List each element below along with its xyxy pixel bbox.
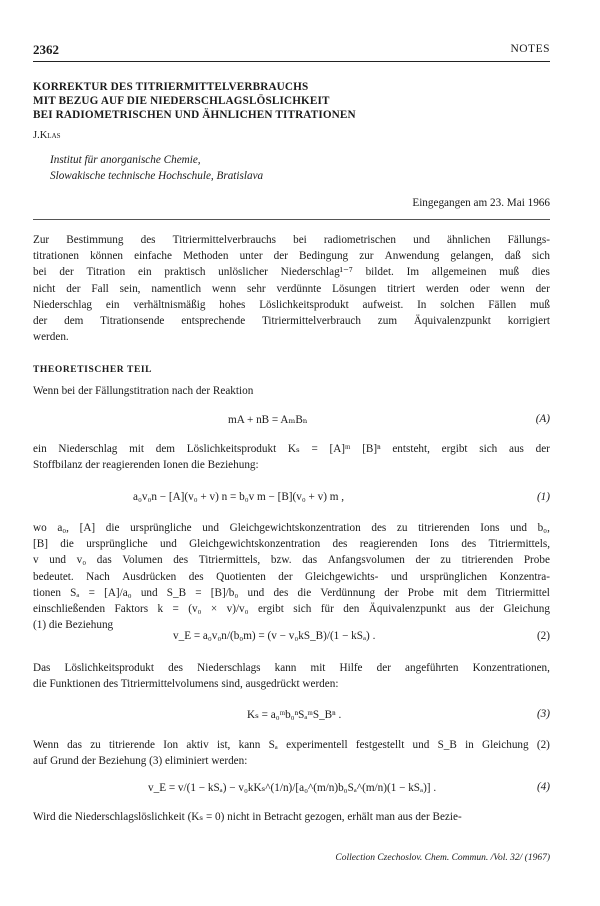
- paragraph-1: [33, 383, 550, 399]
- paragraph-4: [33, 660, 550, 692]
- title-line-2: MIT BEZUG AUF DIE NIEDERSCHLAGSLÖSLICHKEIT: [33, 95, 330, 107]
- paragraph-line: Wenn das zu titrierende Ion aktiv ist, kann Sₐ experimentell festgestellt und S_B in Gleichung (2): [33, 739, 550, 751]
- equation-4-body: v_E = v/(1 − kSₐ) − v₀kKₛ^(1/n)/[a₀^(m/n)b₀Sₐ^(m/n)(1 − kSₐ)] .: [148, 782, 437, 794]
- paragraph-line: Stoffbilanz der reagierenden Ionen die Beziehung:: [33, 459, 259, 472]
- intro-line: bei der Titration ein praktisch unlöslicher Niederschlag¹⁻⁷ bildet. Im allgemeinen muß dies: [33, 266, 550, 279]
- article-title: [33, 80, 550, 122]
- paragraph-2: [33, 441, 550, 473]
- paragraph-line: einschließenden Faktors k = (v₀ × v)/v₀ ergibt sich für den Äquivalenzpunkt aus der Gleichung: [33, 603, 550, 616]
- affiliation-line-2: Slowakische technische Hochschule, Bratislava: [50, 170, 264, 182]
- equation-A-body: mA + nB = AₘBₙ: [228, 414, 308, 426]
- paragraph-line: tionen Sₐ = [A]/a₀ und S_B = [B]/b₀ und des die Verdünnung der Probe mit dem Titriermittel: [33, 586, 550, 599]
- affiliation: [50, 152, 263, 184]
- paragraph-line: Wenn bei der Fällungstitration nach der Reaktion: [33, 385, 254, 397]
- journal-footer: Collection Czechoslov. Chem. Commun. /Vol. 32/ (1967): [335, 853, 550, 863]
- intro-line: Zur Bestimmung des Titriermittelverbrauchs bei radiometrischen und ähnlichen Fällungs-: [33, 234, 550, 246]
- title-line-1: KORREKTUR DES TITRIERMITTELVERBRAUCHS: [33, 81, 309, 93]
- author: [33, 130, 61, 141]
- paragraph-line: bedeutet. Nach Ausdrücken des Quotienten der Gleichgewichts- und ursprünglichen Konzentra-: [33, 570, 550, 583]
- received-date: Eingegangen am 23. Mai 1966: [412, 197, 550, 209]
- intro-line: nicht der Fall sein, namentlich wenn sehr verdünnte Lösungen titriert werden oder wenn der: [33, 282, 550, 295]
- paragraph-line: die Funktionen des Titriermittelvolumens sind, ausgedrückt werden:: [33, 678, 339, 691]
- paragraph-line: v und v₀ das Volumen des Titriermittels, bzw. das Anfangsvolumen der zu titrierenden Probe: [33, 554, 550, 567]
- equation-2-body: v_E = a₀v₀n/(b₀m) = (v − v₀kS_B)/(1 − kSₐ) .: [173, 630, 376, 642]
- page-header: [33, 40, 550, 62]
- equation-A-label: (A): [535, 413, 550, 425]
- intro-line: werden.: [33, 331, 69, 344]
- intro-line: titrationen können einfache Methoden unter der Bedingung zur Anwendung gelangen, daß sich: [33, 250, 550, 263]
- paragraph-line: ein Niederschlag mit dem Löslichkeitsprodukt Kₛ = [A]ᵐ [B]ⁿ entsteht, ergibt sich aus der: [33, 443, 550, 455]
- paragraph-line: auf Grund der Beziehung (3) eliminiert werden:: [33, 755, 248, 768]
- section-divider: [33, 219, 550, 220]
- equation-1-body: a₀v₀n − [A](v₀ + v) n = b₀v m − [B](v₀ + v) m ,: [133, 491, 345, 503]
- equation-1: [33, 491, 550, 507]
- equation-2: [33, 630, 550, 646]
- paragraph-5: [33, 737, 550, 769]
- intro-line: Niederschlag ein verhältnismäßig hohes Löslichkeitsprodukt aufweist. In solchen Fällen muß: [33, 298, 550, 311]
- title-line-3: BEI RADIOMETRISCHEN UND ÄHNLICHEN TITRATIONEN: [33, 109, 356, 121]
- equation-4-label: (4): [536, 781, 550, 793]
- paragraph-line: Das Löslichkeitsprodukt des Niederschlags kann mit Hilfe der angeführten Konzentrationen,: [33, 662, 550, 674]
- equation-3-body: Kₛ = a₀ᵐb₀ⁿSₐᵐS_Bⁿ .: [247, 709, 342, 721]
- journal-page: [33, 0, 550, 906]
- intro-line: der dem Titrationsende entsprechende Titriermittelverbrauch zum Äquivalenzpunkt korrigiert: [33, 315, 550, 328]
- equation-A: [33, 413, 550, 429]
- equation-3: [33, 708, 550, 724]
- equation-3-label: (3): [536, 708, 550, 720]
- paragraph-line: Wird die Niederschlagslöslichkeit (Kₛ = 0) nicht in Betracht gezogen, erhält man aus der Bezie-: [33, 811, 462, 823]
- equation-2-label: (2): [536, 630, 550, 642]
- paragraph-3: [33, 520, 550, 633]
- running-head: NOTES: [510, 43, 550, 55]
- paragraph-line: (1) die Beziehung: [33, 619, 114, 632]
- header-rule: [33, 61, 550, 62]
- paragraph-line: wo a₀, [A] die ursprüngliche und Gleichgewichtskonzentration des zu titrierenden Ions und b₀,: [33, 522, 550, 534]
- page-number: 2362: [33, 42, 59, 57]
- intro-paragraph: [33, 232, 550, 345]
- affiliation-line-1: Institut für anorganische Chemie,: [50, 154, 201, 166]
- section-heading: THEORETISCHER TEIL: [33, 365, 153, 375]
- author-name: J.Klas: [33, 130, 61, 141]
- equation-1-label: (1): [536, 491, 550, 503]
- equation-4: [33, 781, 550, 797]
- paragraph-6: [33, 809, 550, 825]
- paragraph-line: [B] die ursprüngliche und Gleichgewichtskonzentration des reagierenden Ions des Titriermittels,: [33, 538, 550, 551]
